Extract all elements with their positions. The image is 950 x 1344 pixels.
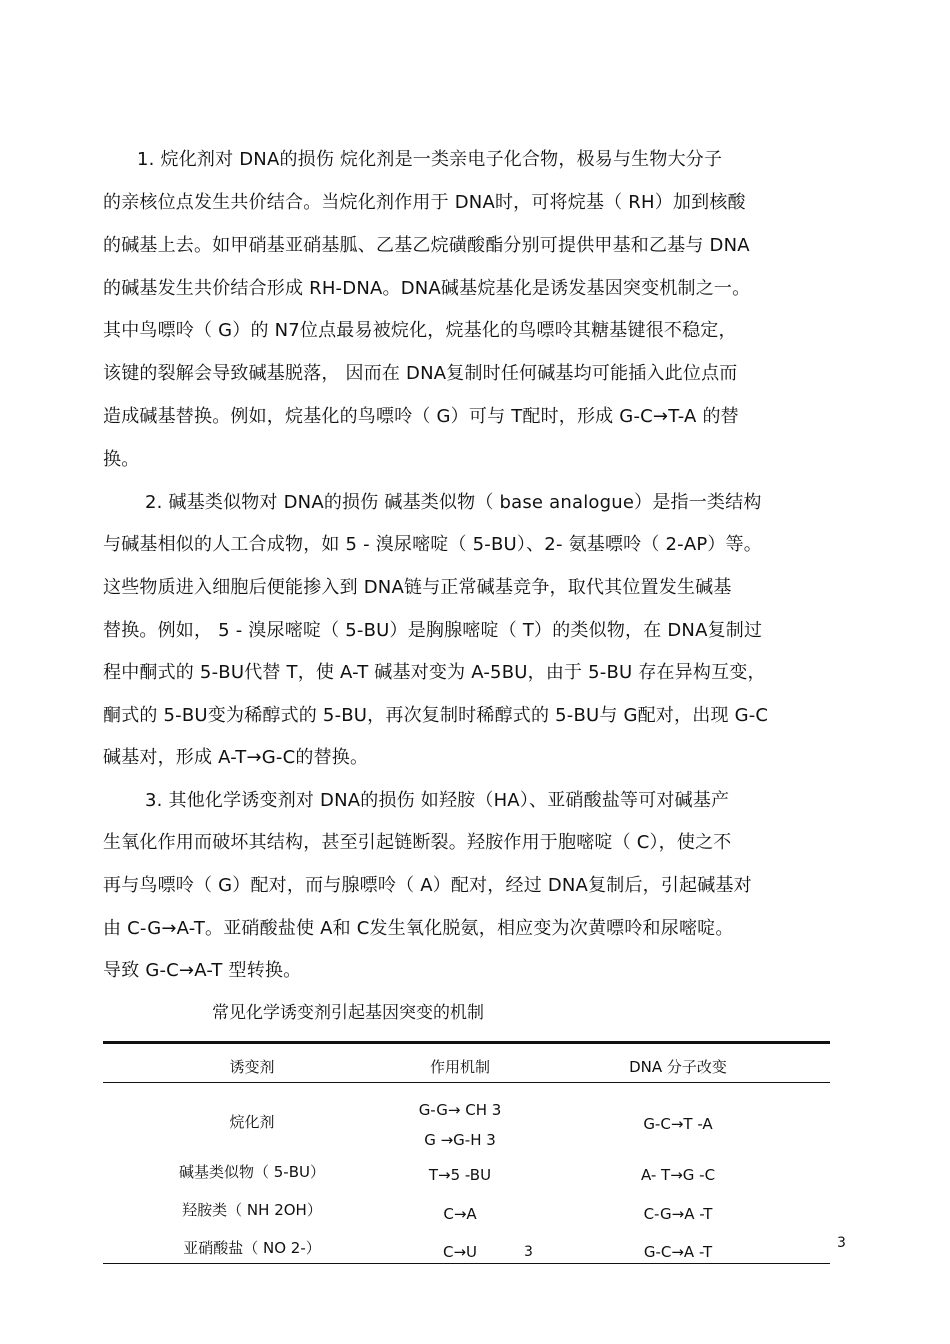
- table-header-mechanism: 作用机制: [429, 1058, 490, 1076]
- para1-line-2: 的亲核位点发生共价结合。当烷化剂作用于 DNA时，可将烷基（ RH）加到核酸: [103, 192, 746, 213]
- para2-line-3: 这些物质进入细胞后便能掺入到 DNA链与正常碱基竞争，取代其位置发生碱基: [103, 577, 732, 598]
- table-header-rule: [103, 1082, 830, 1083]
- para3-line-1: 3. 其他化学诱变剂对 DNA的损伤 如羟胺（HA）、亚硝酸盐等可对碱基产: [145, 790, 730, 811]
- para3-line-2: 生氧化作用而破坏其结构，甚至引起链断裂。羟胺作用于胞嘧啶（ C），使之不: [103, 832, 732, 853]
- table-caption: 常见化学诱变剂引起基因突变的机制: [212, 1003, 484, 1023]
- table-row-3-change: C-G→A -T: [643, 1205, 713, 1223]
- para1-line-6: 该键的裂解会导致碱基脱落， 因而在 DNA复制时任何碱基均可能插入此位点而: [103, 363, 738, 384]
- para1-line-7: 造成碱基替换。例如，烷基化的鸟嘌呤（ G）可与 T配时，形成 G-C→T-A 的替: [103, 406, 739, 427]
- table-row-1-mechanism-b: G →G-H 3: [424, 1131, 496, 1149]
- para2-line-5: 程中酮式的 5-BU代替 T，使 A-T 碱基对变为 A-5BU，由于 5-BU 存在异构互变，: [103, 662, 766, 683]
- para3-line-4: 由 C-G→A-T。亚硝酸盐使 A和 C发生氧化脱氨，相应变为次黄嘌呤和尿嘧啶。: [103, 918, 734, 939]
- table-top-rule: [103, 1041, 830, 1044]
- table-row-3-agent: 羟胺类（ NH 2OH）: [182, 1201, 322, 1219]
- para2-line-7: 碱基对，形成 A-T→G-C的替换。: [103, 747, 369, 768]
- table-header-dna-change: DNA 分子改变: [629, 1058, 727, 1076]
- table-row-2-mechanism: T→5 -BU: [428, 1166, 492, 1184]
- para1-line-1: 1. 烷化剂对 DNA的损伤 烷化剂是一类亲电子化合物，极易与生物大分子: [137, 149, 723, 170]
- para1-line-5: 其中鸟嘌呤（ G）的 N7位点最易被烷化，烷基化的鸟嘌呤其糖基键很不稳定，: [103, 320, 737, 341]
- para1-line-3: 的碱基上去。如甲硝基亚硝基胍、乙基乙烷磺酸酯分别可提供甲基和乙基与 DNA: [103, 235, 750, 256]
- table-row-1-mechanism-a: G-G→ CH 3: [418, 1101, 502, 1119]
- table-bottom-rule: [103, 1263, 830, 1264]
- para1-line-4: 的碱基发生共价结合形成 RH-DNA。DNA碱基烷基化是诱发基因突变机制之一。: [103, 278, 751, 299]
- page-number: 3: [837, 1235, 846, 1251]
- table-header-agent: 诱变剂: [229, 1058, 275, 1076]
- para3-line-5: 导致 G-C→A-T 型转换。: [103, 960, 302, 981]
- para3-line-3: 再与鸟嘌呤（ G）配对，而与腺嘌呤（ A）配对，经过 DNA复制后，引起碱基对: [103, 875, 752, 896]
- para2-line-6: 酮式的 5-BU变为稀醇式的 5-BU，再次复制时稀醇式的 5-BU与 G配对，出现 G-C: [103, 705, 769, 726]
- para1-line-8: 换。: [103, 449, 140, 470]
- para2-line-1: 2. 碱基类似物对 DNA的损伤 碱基类似物（ base analogue）是指一类结构: [145, 492, 762, 513]
- para2-line-2: 与碱基相似的人工合成物，如 5 - 溴尿嘧啶（ 5-BU）、2- 氨基嘌呤（ 2-AP）等。: [103, 534, 763, 555]
- table-row-1-change: G-C→T -A: [643, 1115, 713, 1133]
- table-row-4-agent: 亚硝酸盐（ NO 2-）: [183, 1239, 321, 1257]
- table-row-4-mechanism: C→U: [442, 1243, 478, 1261]
- para2-line-4: 替换。例如， 5 - 溴尿嘧啶（ 5-BU）是胸腺嘧啶（ T）的类似物，在 DNA复制过: [103, 620, 763, 641]
- table-row-4-change: G-C→A -T: [643, 1243, 713, 1261]
- table-row-2-change: A- T→G -C: [640, 1166, 716, 1184]
- inline-number: 3: [524, 1244, 533, 1260]
- table-row-2-agent: 碱基类似物（ 5-BU）: [179, 1163, 325, 1181]
- table-row-3-mechanism: C→A: [443, 1205, 477, 1223]
- table-row-1-agent: 烷化剂: [229, 1113, 275, 1131]
